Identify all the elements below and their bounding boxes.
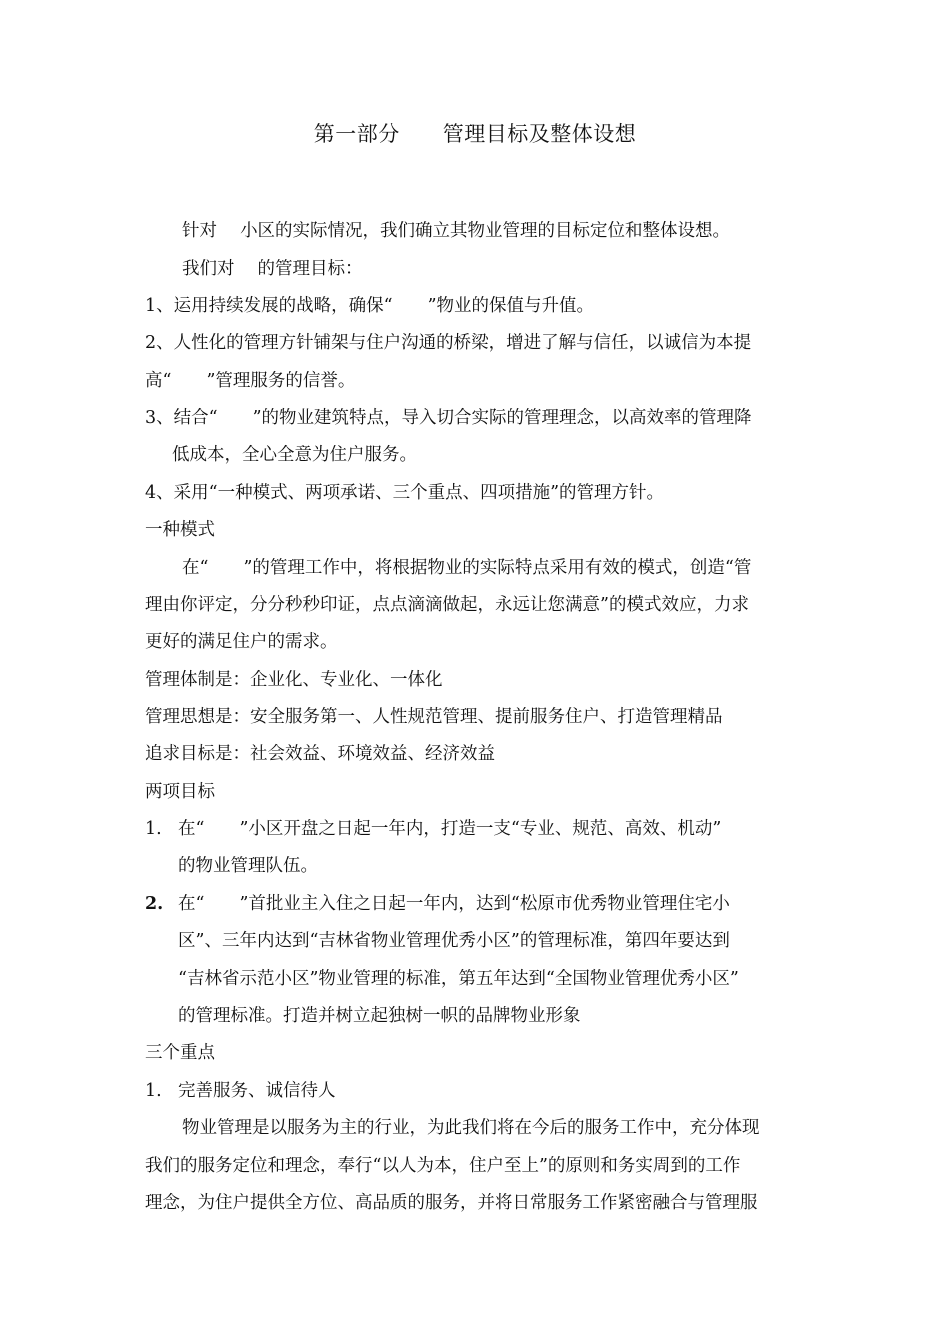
three-points-para-line-1: 物业管理是以服务为主的行业，为此我们将在今后的服务工作中，充分体现: [182, 1118, 760, 1138]
three-points-para-line-3: 理念，为住户提供全方位、高品质的服务，并将日常服务工作紧密融合与管理服: [145, 1193, 758, 1213]
goal-item-2-line-2: 高“ ”管理服务的信誉。: [145, 371, 356, 391]
mode-para-line-2: 理由你评定，分分秒秒印证，点点滴滴做起，永远让您满意”的模式效应，力求: [145, 595, 749, 615]
goal-item-1: 1、运用持续发展的战略，确保“ ”物业的保值与升值。: [145, 296, 595, 316]
goal-item-2-line-1: 2、人性化的管理方针铺架与住户沟通的桥梁，增进了解与信任，以诚信为本提: [145, 333, 752, 353]
two-goals-item-2-line-1: 在“ ”首批业主入住之日起一年内，达到“松原市优秀物业管理住宅小: [178, 894, 730, 914]
mode-para-line-3: 更好的满足住户的需求。: [145, 632, 338, 652]
mode-system: 管理体制是：企业化、专业化、一体化: [145, 670, 443, 690]
intro-line-1: 针对 小区的实际情况，我们确立其物业管理的目标定位和整体设想。: [182, 221, 731, 241]
section-heading-mode: 一种模式: [145, 520, 215, 540]
three-points-item-1: 完善服务、诚信待人: [178, 1081, 336, 1101]
goal-item-3-line-1: 3、结合“ ”的物业建筑特点，导入切合实际的管理理念，以高效率的管理降: [145, 408, 752, 428]
section-heading-two-goals: 两项目标: [145, 782, 215, 802]
two-goals-item-2-line-4: 的管理标准。打造并树立起独树一帜的品牌物业形象: [178, 1006, 581, 1026]
two-goals-item-2-line-3: “吉林省示范小区”物业管理的标准，第五年达到“全国物业管理优秀小区”: [178, 969, 739, 989]
two-goals-item-2-line-2: 区”、三年内达到“吉林省物业管理优秀小区”的管理标准，第四年要达到: [178, 931, 730, 951]
mode-pursuit: 追求目标是：社会效益、环境效益、经济效益: [145, 744, 495, 764]
intro-line-2: 我们对 的管理目标：: [182, 259, 363, 279]
two-goals-item-1-line-1: 在“ ”小区开盘之日起一年内，打造一支“专业、规范、高效、机动”: [178, 819, 722, 839]
goal-item-3-line-2: 低成本，全心全意为住户服务。: [172, 445, 417, 465]
two-goals-item-1-line-2: 的物业管理队伍。: [178, 856, 318, 876]
page-title: 第一部分 管理目标及整体设想: [313, 122, 637, 146]
list-number: 2.: [145, 894, 164, 914]
section-heading-three-points: 三个重点: [145, 1043, 215, 1063]
list-number: 1.: [145, 819, 162, 839]
mode-para-line-1: 在“ ”的管理工作中，将根据物业的实际特点采用有效的模式，创造“管: [182, 558, 752, 578]
mode-thought: 管理思想是：安全服务第一、人性规范管理、提前服务住户、打造管理精品: [145, 707, 723, 727]
three-points-para-line-2: 我们的服务定位和理念，奉行“以人为本，住户至上”的原则和务实周到的工作: [145, 1156, 741, 1176]
goal-item-4: 4、采用“一种模式、两项承诺、三个重点、四项措施”的管理方针。: [145, 483, 665, 503]
list-number: 1.: [145, 1081, 162, 1101]
